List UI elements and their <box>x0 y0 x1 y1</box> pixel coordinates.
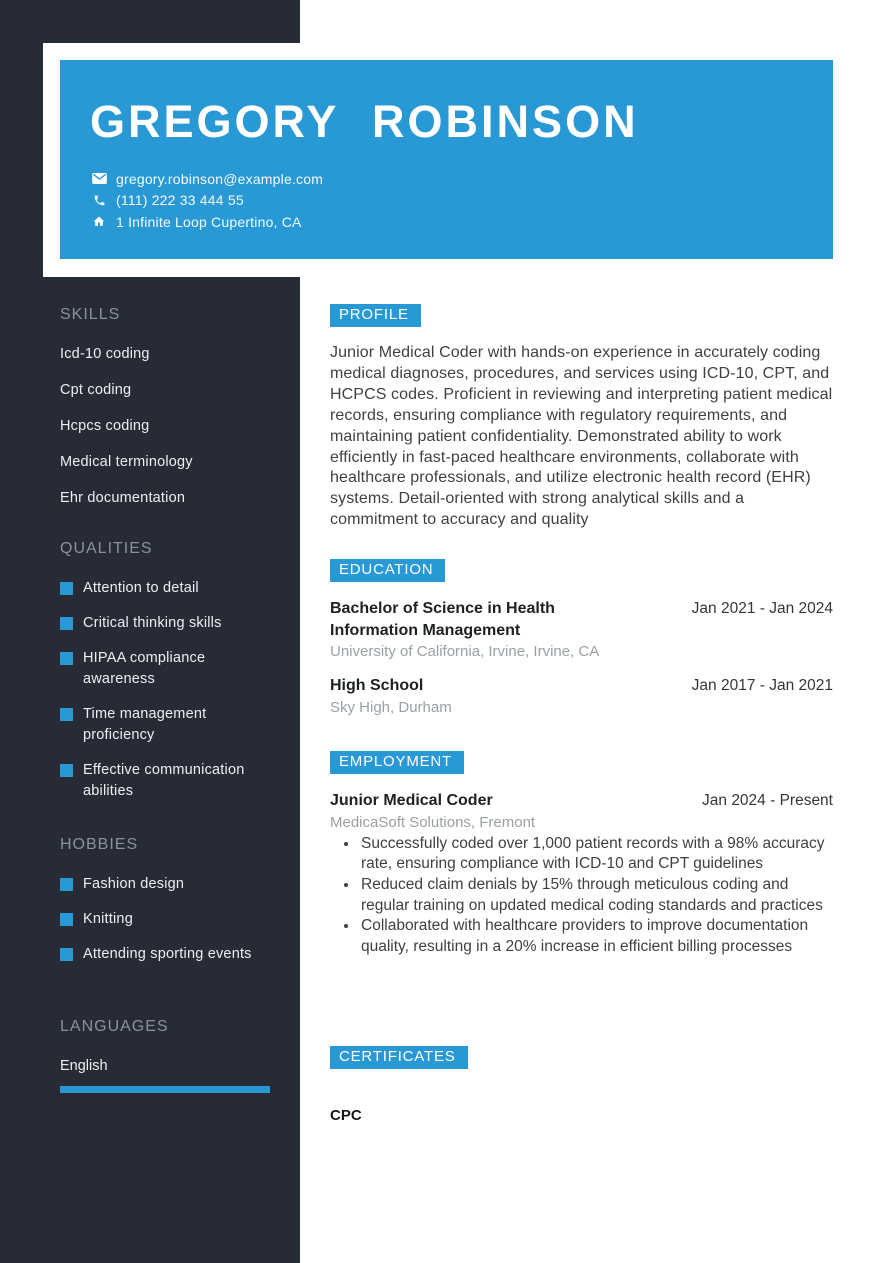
employment-bullet: • Successfully coded over 1,000 patient records with a 98% accuracy rate, ensuring compliance with ICD-10 and CPT guidelines <box>359 834 833 875</box>
quality-item <box>60 760 275 802</box>
language-level-bar <box>60 1086 270 1093</box>
email-icon <box>91 172 107 186</box>
hobby-item <box>60 909 275 930</box>
education-dates: Jan 2021 - Jan 2024 <box>691 600 833 617</box>
education-school: University of California, Irvine, Irvine, CA <box>330 643 600 660</box>
employment-dates: Jan 2024 - Present <box>702 792 833 809</box>
quality-item <box>60 578 275 599</box>
square-bullet-icon <box>60 948 73 961</box>
hobby-item <box>60 944 275 965</box>
skill-item: Hcpcs coding <box>60 418 150 434</box>
skill-item: Cpt coding <box>60 382 132 398</box>
quality-item-label: Time management proficiency <box>83 706 207 743</box>
contact-email-row <box>91 168 323 190</box>
contact-address-row <box>91 211 323 233</box>
quality-item-label: Effective communication abilities <box>83 762 245 799</box>
education-dates: Jan 2017 - Jan 2021 <box>691 677 833 694</box>
square-bullet-icon <box>60 652 73 665</box>
employment-entry-head <box>330 790 833 812</box>
profile-text: Junior Medical Coder with hands-on experience in accurately coding medical diagnoses, procedures, and services using ICD-10, CPT, and HCPCS codes. Proficient in reviewing and interpreting patient medical records, ensuring compliance with regulatory requirements, and maintaining patient confidentiality. Demonstrated ability to work efficiently in fast-paced healthcare environments, collaborate with healthcare professionals, and utilize electronic health record (EHR) systems. Detail-oriented with strong analytical skills and a commitment to accuracy and quality <box>330 344 833 529</box>
contact-block <box>91 168 323 233</box>
quality-item <box>60 613 275 634</box>
qualities-section <box>60 538 275 816</box>
hobbies-section-title: HOBBIES <box>60 836 139 853</box>
skill-item: Medical terminology <box>60 454 193 470</box>
home-icon <box>91 215 107 229</box>
phone-icon <box>91 193 107 207</box>
skill-item: Icd-10 coding <box>60 346 150 362</box>
education-entry <box>330 675 833 718</box>
quality-item-label: HIPAA compliance awareness <box>83 650 206 687</box>
profile-section <box>330 304 833 531</box>
language-level-fill <box>60 1086 270 1093</box>
quality-item <box>60 648 275 690</box>
profile-section-title: PROFILE <box>330 304 421 327</box>
education-section <box>330 559 833 731</box>
contact-email: gregory.robinson@example.com <box>116 170 324 187</box>
header-banner <box>60 60 833 259</box>
contact-address: 1 Infinite Loop Cupertino, CA <box>116 213 302 230</box>
education-entry <box>330 598 833 662</box>
employment-section-title: EMPLOYMENT <box>330 751 464 774</box>
square-bullet-icon <box>60 617 73 630</box>
square-bullet-icon <box>60 913 73 926</box>
education-degree: High School <box>330 677 424 694</box>
contact-phone-row <box>91 190 323 212</box>
education-school: Sky High, Durham <box>330 698 452 716</box>
square-bullet-icon <box>60 764 73 777</box>
certificates-section-title: CERTIFICATES <box>330 1046 468 1069</box>
skills-section <box>60 304 275 524</box>
square-bullet-icon <box>60 878 73 891</box>
square-bullet-icon <box>60 582 73 595</box>
languages-section-title: LANGUAGES <box>60 1018 169 1035</box>
square-bullet-icon <box>60 708 73 721</box>
education-entry-head <box>330 598 833 641</box>
quality-item-label: Attention to detail <box>83 580 199 596</box>
education-degree: Bachelor of Science in Health Information Management <box>330 600 555 639</box>
skill-item: Ehr documentation <box>60 490 186 506</box>
certificate-item: CPC <box>330 1107 362 1124</box>
employment-section <box>330 751 833 971</box>
hobbies-section <box>60 834 275 979</box>
language-name: English <box>60 1058 108 1074</box>
employment-bullet-list <box>359 834 833 958</box>
hobby-item-label: Fashion design <box>83 876 185 892</box>
qualities-section-title: QUALITIES <box>60 540 153 557</box>
employment-bullet: • Reduced claim denials by 15% through meticulous coding and regular training on updated medical coding standards and practices <box>359 875 833 916</box>
education-section-title: EDUCATION <box>330 559 445 582</box>
languages-section <box>60 1016 275 1093</box>
contact-phone: (111) 222 33 444 55 <box>116 192 244 209</box>
employment-company: MedicaSoft Solutions, Fremont <box>330 813 536 831</box>
hobby-item-label: Attending sporting events <box>83 946 252 962</box>
skills-section-title: SKILLS <box>60 306 121 323</box>
employment-bullet: • Collaborated with healthcare providers to improve documentation quality, resulting in a 20% increase in efficient billing processes <box>359 916 833 957</box>
quality-item <box>60 704 275 746</box>
quality-item-label: Critical thinking skills <box>83 615 222 631</box>
hobby-item <box>60 874 275 895</box>
page-title: GREGORY ROBINSON <box>90 96 639 147</box>
certificates-section <box>330 1046 833 1124</box>
employment-role: Junior Medical Coder <box>330 792 493 809</box>
education-entry-head <box>330 675 833 697</box>
hobby-item-label: Knitting <box>83 911 133 927</box>
employment-entry <box>330 790 833 958</box>
